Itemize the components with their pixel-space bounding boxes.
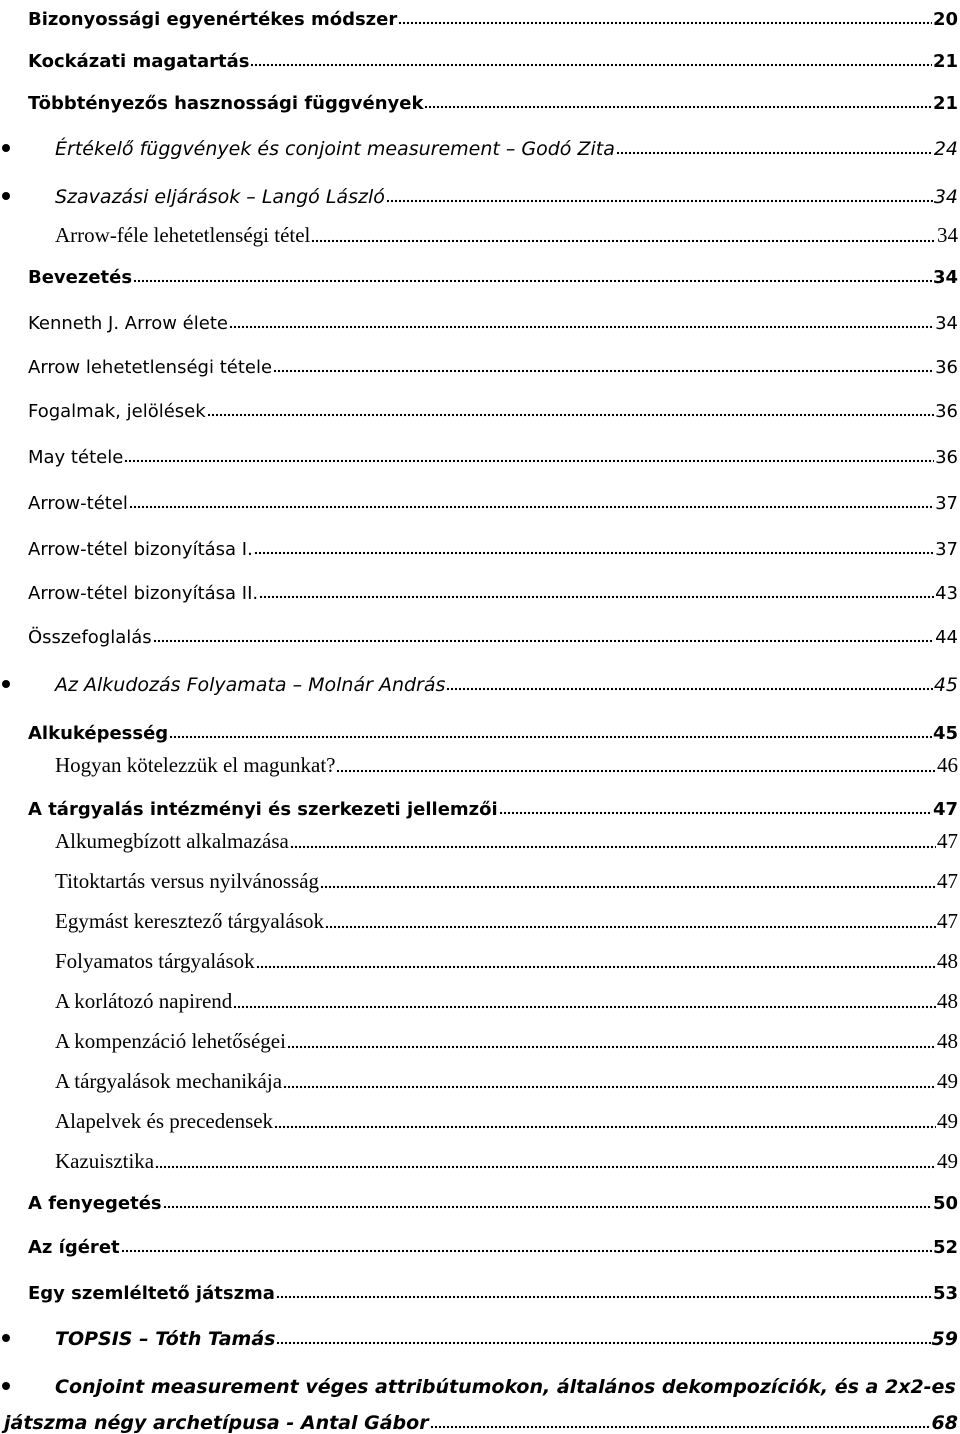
toc-entry-text: Alkumegbízott alkalmazása — [55, 829, 289, 853]
dot-leader — [207, 413, 934, 417]
dot-leader — [325, 925, 936, 929]
toc-entry[interactable] — [0, 864, 960, 894]
dot-leader — [276, 1295, 932, 1299]
toc-entry[interactable] — [0, 790, 960, 820]
toc-page-number: 68 — [931, 1412, 958, 1434]
toc-entry[interactable] — [0, 258, 960, 288]
dot-leader — [124, 459, 934, 463]
toc-page-number: 37 — [935, 539, 958, 560]
toc-page-number: 20 — [932, 9, 958, 30]
toc-page-number: 37 — [935, 493, 958, 514]
toc-entry[interactable] — [0, 748, 960, 778]
dot-leader — [259, 595, 934, 599]
toc-page-number: 36 — [935, 447, 958, 468]
dot-leader — [386, 199, 933, 203]
toc-entry[interactable] — [0, 84, 960, 114]
toc-entry-text: Kazuisztika — [55, 1149, 155, 1173]
toc-entry-text: Arrow-féle lehetetlenségi tétel — [55, 223, 311, 247]
toc-entry-text: A tárgyalások mechanikája — [55, 1069, 283, 1093]
toc-page-number: 21 — [932, 51, 958, 72]
toc-entry[interactable] — [0, 984, 960, 1014]
toc-page-number: 45 — [933, 674, 958, 696]
toc-entry-text: Folyamatos tárgyalások — [55, 949, 255, 973]
dot-leader — [163, 1205, 932, 1209]
toc-entry-text: Arrow-tétel bizonyítása II. — [28, 583, 259, 604]
toc-page-number: 34 — [933, 186, 958, 208]
toc-entry-text: TOPSIS – Tóth Tamás — [55, 1328, 276, 1350]
toc-page-number: 48 — [937, 1029, 958, 1053]
toc-entry[interactable] — [0, 574, 960, 604]
dot-leader — [320, 885, 936, 889]
bullet-icon — [2, 680, 10, 688]
dot-leader — [155, 1165, 936, 1169]
toc-page-number: 50 — [932, 1193, 958, 1214]
toc-entry-text: Arrow-tétel bizonyítása I. — [28, 539, 253, 560]
toc-entry-text: Szavazási eljárások – Langó László — [55, 186, 385, 208]
dot-leader — [283, 1085, 936, 1089]
toc-entry-text: Az ígéret — [28, 1237, 120, 1258]
dot-leader — [121, 1249, 932, 1253]
toc-entry-text: May tétele — [28, 447, 124, 468]
toc-entry-text: Összefoglalás — [28, 627, 152, 648]
dot-leader — [273, 369, 934, 373]
toc-page-number: 47 — [937, 909, 958, 933]
toc-entry-text: A kompenzáció lehetőségei — [55, 1029, 286, 1053]
toc-entry[interactable] — [0, 42, 960, 72]
toc-page-number: 48 — [937, 949, 958, 973]
toc-entry-text: Bizonyossági egyenértékes módszer — [28, 9, 398, 30]
toc-page-number: 53 — [932, 1283, 958, 1304]
toc-entry[interactable] — [0, 530, 960, 560]
bullet-icon — [2, 144, 10, 152]
toc-page-number: 49 — [937, 1149, 958, 1173]
toc-page-number: 48 — [937, 989, 958, 1013]
bullet-icon — [2, 1382, 10, 1390]
toc-page-number: 24 — [933, 138, 958, 160]
toc-entry[interactable] — [0, 1274, 960, 1304]
dot-leader — [229, 325, 934, 329]
dot-leader — [254, 551, 934, 555]
toc-entry-text: Arrow-tétel — [28, 493, 128, 514]
toc-entry[interactable] — [0, 1228, 960, 1258]
toc-entry-text: Arrow lehetetlenségi tétele — [28, 357, 273, 378]
toc-entry-text: Conjoint measurement véges attribútumokon, általános dekompozíciók, és a 2x2-es — [55, 1376, 956, 1398]
dot-leader — [233, 1005, 936, 1009]
dot-leader — [430, 1425, 931, 1429]
toc-entry[interactable] — [0, 1024, 960, 1054]
toc-entry-text: Fogalmak, jelölések — [28, 401, 206, 422]
toc-page-number: 34 — [937, 223, 958, 247]
dot-leader — [499, 811, 932, 815]
toc-entry[interactable] — [0, 824, 960, 854]
toc-entry[interactable] — [0, 438, 960, 468]
toc-entry-text: A tárgyalás intézményi és szerkezeti jellemzői — [28, 799, 498, 820]
dot-leader — [169, 735, 932, 739]
toc-entry-conjoint-line1[interactable] — [0, 1368, 960, 1398]
dot-leader — [274, 1125, 936, 1129]
dot-leader — [129, 505, 934, 509]
toc-entry-conjoint-line2[interactable] — [0, 1404, 960, 1434]
toc-entry[interactable] — [0, 392, 960, 422]
toc-entry-text: Többtényezős hasznossági függvények — [28, 93, 424, 114]
toc-entry-text: Értékelő függvények és conjoint measurement – Godó Zita — [55, 138, 615, 160]
toc-entry-text: Titoktartás versus nyilvánosság — [55, 869, 320, 893]
bullet-icon — [2, 1334, 10, 1342]
dot-leader — [133, 279, 932, 283]
toc-entry-text: Alkuképesség — [28, 723, 169, 744]
toc-page-number: 49 — [937, 1069, 958, 1093]
toc-entry-text: Egymást keresztező tárgyalások — [55, 909, 325, 933]
toc-page-number: 36 — [935, 357, 958, 378]
toc-entry[interactable] — [0, 218, 960, 248]
dot-leader — [446, 687, 932, 691]
toc-entry[interactable] — [0, 304, 960, 334]
dot-leader — [290, 845, 936, 849]
dot-leader — [616, 151, 933, 155]
toc-page-number: 43 — [935, 583, 958, 604]
toc-page-number: 36 — [935, 401, 958, 422]
toc-entry[interactable] — [0, 1184, 960, 1214]
toc-entry-text: A fenyegetés — [28, 1193, 162, 1214]
toc-page-number: 44 — [935, 627, 958, 648]
toc-page-number: 47 — [932, 799, 958, 820]
toc-entry[interactable] — [0, 666, 960, 696]
bullet-icon — [2, 192, 10, 200]
toc-entry[interactable] — [0, 1064, 960, 1094]
toc-entry[interactable] — [0, 130, 960, 160]
toc-entry-text: Kockázati magatartás — [28, 51, 250, 72]
toc-page-number: 45 — [932, 723, 958, 744]
dot-leader — [424, 105, 932, 109]
toc-page-number: 47 — [937, 829, 958, 853]
toc-page-number: 34 — [935, 313, 958, 334]
toc-entry-text: Az Alkudozás Folyamata – Molnár András — [55, 674, 446, 696]
dot-leader — [153, 639, 934, 643]
toc-entry[interactable] — [0, 944, 960, 974]
toc-entry[interactable] — [0, 1144, 960, 1174]
toc-page-number: 52 — [932, 1237, 958, 1258]
toc-entry[interactable] — [0, 0, 960, 30]
toc-entry-text: Hogyan kötelezzük el magunkat? — [55, 753, 336, 777]
toc-entry[interactable] — [0, 1320, 960, 1350]
dot-leader — [276, 1341, 930, 1345]
dot-leader — [311, 239, 936, 243]
toc-page-number: 34 — [932, 267, 958, 288]
toc-page-number: 59 — [931, 1328, 958, 1350]
toc-entry[interactable] — [0, 348, 960, 378]
toc-entry[interactable] — [0, 178, 960, 208]
toc-entry[interactable] — [0, 618, 960, 648]
toc-page-number: 46 — [937, 753, 958, 777]
toc-entry-text: játszma négy archetípusa - Antal Gábor — [4, 1412, 429, 1434]
toc-entry-text: Kenneth J. Arrow élete — [28, 313, 228, 334]
toc-entry-text: Egy szemléltető játszma — [28, 1283, 275, 1304]
toc-entry-text: Bevezetés — [28, 267, 133, 288]
dot-leader — [287, 1045, 936, 1049]
toc-entry[interactable] — [0, 484, 960, 514]
dot-leader — [336, 769, 936, 773]
toc-page-number: 49 — [937, 1109, 958, 1133]
toc-entry[interactable] — [0, 1104, 960, 1134]
toc-entry[interactable] — [0, 714, 960, 744]
toc-entry-text: Alapelvek és precedensek — [55, 1109, 274, 1133]
toc-entry[interactable] — [0, 904, 960, 934]
toc-page-number: 47 — [937, 869, 958, 893]
toc-page-number: 21 — [932, 93, 958, 114]
dot-leader — [256, 965, 936, 969]
dot-leader — [250, 63, 931, 67]
toc-entry-text: A korlátozó napirend — [55, 989, 233, 1013]
dot-leader — [398, 21, 932, 25]
